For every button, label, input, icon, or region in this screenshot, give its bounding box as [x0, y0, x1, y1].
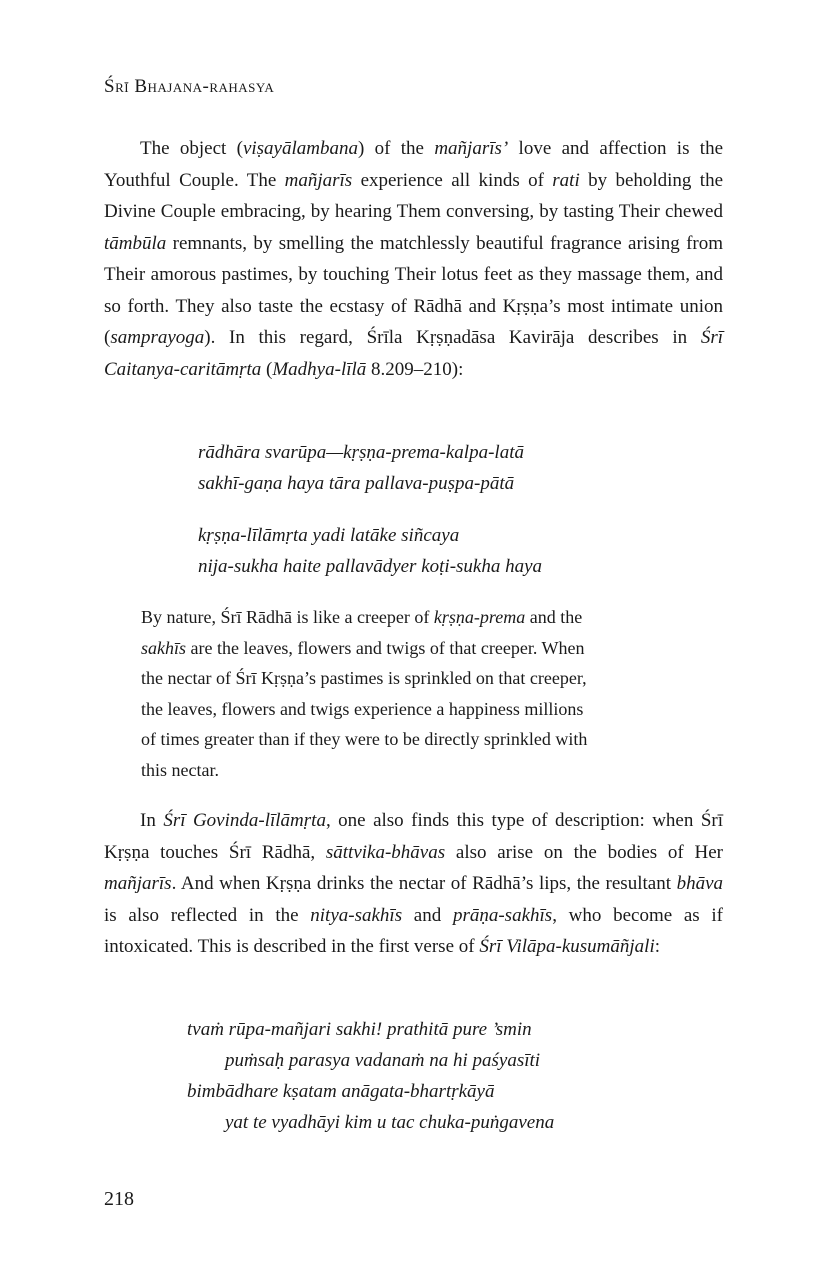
italic-term: viṣayālambana: [242, 138, 358, 159]
italic-term: mañjarīs’: [434, 138, 509, 159]
italic-term: Śrī Govinda-līlāmṛta: [163, 810, 326, 831]
text: also arise on the bodies of Her: [445, 841, 723, 863]
italic-term: Śrī Vilāpa-kusumāñjali: [479, 936, 655, 957]
verse-line-indented: puṁsaḥ parasya vadanaṁ na hi paśyasīti: [225, 1050, 541, 1071]
text: is also reflected in the: [104, 904, 311, 926]
italic-term: nitya-sakhīs: [310, 904, 403, 926]
text: :: [654, 936, 661, 957]
italic-term: rati: [552, 169, 580, 191]
header-initial: Ś: [104, 76, 116, 97]
translation-line: the nectar of Śrī Kṛṣṇa’s pastimes is sprinkled on that creeper,: [141, 668, 587, 688]
text: are the leaves, flowers and twigs of that creeper. When: [186, 637, 585, 658]
verse-line: sakhī-gaṇa haya tāra pallava-puṣpa-pātā: [198, 473, 515, 494]
verse-block-2: [198, 520, 542, 582]
italic-term: bhāva: [676, 873, 723, 894]
text: , one also finds this type of description: when Śrī Kṛṣṇa touches Śrī Rādhā,: [104, 810, 724, 863]
verse-line-indented: yat te vyadhāyi kim u tac chuka-puṅgavena: [225, 1112, 555, 1133]
text: ). In this regard, Śrīla Kṛṣṇadāsa Kavirāja describes in: [204, 327, 701, 348]
verse-block-1: [198, 437, 524, 499]
verse-block-3: [187, 1014, 554, 1138]
page-number: 218: [104, 1188, 134, 1210]
text: 8.209–210):: [366, 358, 464, 380]
verse-line: kṛṣṇa-līlāmṛta yadi latāke siñcaya: [198, 525, 460, 546]
italic-term: mañjarīs: [104, 873, 172, 894]
italic-term: Madhya-līlā: [272, 358, 367, 380]
italic-term: Śrī Caitanya-caritāmṛta: [104, 327, 723, 380]
verse-line: tvaṁ rūpa-mañjari sakhi! prathitā pure ’smin: [187, 1019, 532, 1040]
text: remnants, by smelling the matchlessly beautiful fragrance arising from Their amorous pastimes, by touching Their lotus feet as they massage them, and so forth. They also taste the ecstasy of Rādhā and Kṛṣṇa’s most intimate union (: [104, 232, 723, 348]
italic-term: samprayoga: [110, 327, 205, 348]
running-header: [104, 76, 274, 98]
verse-line: bimbādhare kṣatam anāgata-bhartṛkāyā: [187, 1081, 495, 1102]
paragraph-2: [104, 805, 723, 963]
text: by beholding the Divine Couple embracing, by hearing Them conversing, by tasting Their chewed: [104, 169, 723, 222]
text: . And when Kṛṣṇa drinks the nectar of Rādhā’s lips, the resultant: [171, 873, 677, 894]
verse-translation: [141, 602, 686, 785]
italic-term: mañjarīs: [284, 169, 353, 191]
verse-line: nija-sukha haite pallavādyer koṭi-sukha haya: [198, 556, 543, 577]
text: and the: [525, 607, 583, 627]
italic-term: kṛṣṇa-prema: [433, 607, 526, 627]
verse-line: rādhāra svarūpa—kṛṣṇa-prema-kalpa-latā: [198, 442, 524, 463]
text: By nature, Śrī Rādhā is like a creeper of: [141, 607, 434, 627]
header-title-smallcaps: rī Bhajana-rahasya: [115, 76, 275, 97]
paragraph-1: [104, 133, 723, 385]
italic-term: tāmbūla: [104, 232, 167, 254]
translation-line: this nectar.: [141, 759, 219, 780]
translation-line: [141, 633, 686, 664]
text: love and affection is the Youthful Couple. The: [104, 138, 724, 191]
translation-line: of times greater than if they were to be directly sprinkled with: [141, 729, 588, 749]
text: , who become as if intoxicated. This is described in the first verse of: [104, 904, 724, 957]
text: The object (: [140, 138, 243, 159]
translation-line: the leaves, flowers and twigs experience a happiness millions: [141, 698, 584, 719]
text: (: [261, 358, 273, 380]
text: In: [140, 810, 164, 831]
text: experience all kinds of: [352, 169, 553, 191]
text: and: [402, 904, 453, 926]
italic-term: sakhīs: [141, 637, 186, 658]
text: ) of the: [357, 138, 435, 159]
italic-term: sāttvika-bhāvas: [325, 841, 446, 863]
translation-line: [141, 602, 686, 633]
italic-term: prāṇa-sakhīs: [452, 904, 553, 926]
